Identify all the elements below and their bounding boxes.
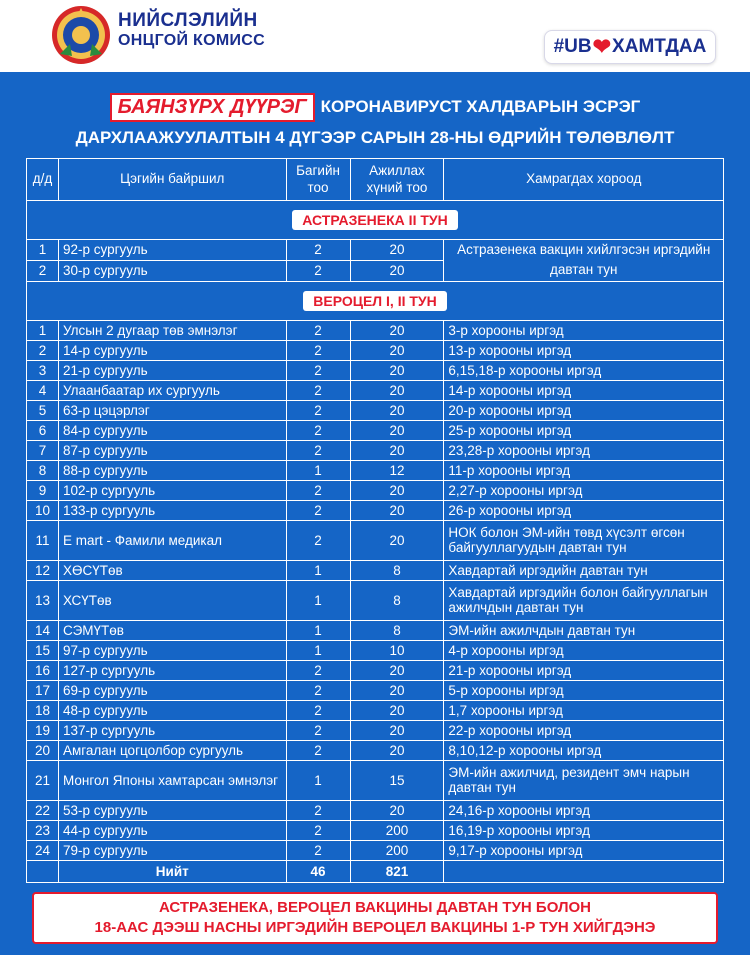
row-target: 11-р хорооны иргэд (444, 460, 724, 480)
row-target: 6,15,18-р хорооны иргэд (444, 360, 724, 380)
row-target: 24,16-р хорооны иргэд (444, 800, 724, 820)
row-location: 137-р сургууль (58, 720, 286, 740)
row-location: 133-р сургууль (58, 500, 286, 520)
row-location: E mart - Фамили медикал (58, 520, 286, 560)
table-row (27, 820, 724, 840)
row-teams: 1 (286, 620, 350, 640)
row-index: 11 (27, 520, 59, 560)
title-line2: ДАРХЛААЖУУЛАЛТЫН 4 ДҮГЭЭР САРЫН 28-НЫ ӨДРИЙН ТӨЛӨВЛӨЛТ (75, 128, 675, 147)
row-staff: 20 (350, 700, 444, 720)
row-location: 92-р сургууль (58, 240, 286, 261)
tag-suffix: ХАМТДАА (612, 36, 707, 57)
row-location: Улсын 2 дугаар төв эмнэлэг (58, 320, 286, 340)
ub-hashtag (544, 30, 716, 64)
table-row (27, 320, 724, 340)
row-index: 2 (27, 260, 59, 281)
section-cell (27, 281, 724, 320)
row-staff: 20 (350, 360, 444, 380)
row-target: 4-р хорооны иргэд (444, 640, 724, 660)
row-teams: 2 (286, 420, 350, 440)
table-row (27, 700, 724, 720)
row-index: 13 (27, 580, 59, 620)
row-location: 21-р сургууль (58, 360, 286, 380)
row-index: 5 (27, 400, 59, 420)
row-location: 14-р сургууль (58, 340, 286, 360)
table-row (27, 740, 724, 760)
table-row (27, 500, 724, 520)
row-staff: 12 (350, 460, 444, 480)
row-teams: 2 (286, 840, 350, 860)
row-teams: 2 (286, 680, 350, 700)
org-line2: ОНЦГОЙ КОМИСС (118, 31, 265, 49)
row-location: 69-р сургууль (58, 680, 286, 700)
row-teams: 2 (286, 720, 350, 740)
row-index: 8 (27, 460, 59, 480)
row-teams: 1 (286, 580, 350, 620)
row-target: 22-р хорооны иргэд (444, 720, 724, 740)
table-row (27, 680, 724, 700)
row-staff: 20 (350, 660, 444, 680)
section-row (27, 201, 724, 240)
total-row (27, 860, 724, 882)
row-teams: 2 (286, 380, 350, 400)
row-index: 20 (27, 740, 59, 760)
row-location: Улаанбаатар их сургууль (58, 380, 286, 400)
row-staff: 20 (350, 500, 444, 520)
row-teams: 2 (286, 360, 350, 380)
row-target: НОК болон ЭМ-ийн төвд хүсэлт өгсөн байгууллагуудын давтан тун (444, 520, 724, 560)
table-row (27, 520, 724, 560)
row-staff: 200 (350, 820, 444, 840)
row-index: 9 (27, 480, 59, 500)
row-target: 23,28-р хорооны иргэд (444, 440, 724, 460)
row-staff: 15 (350, 760, 444, 800)
table-row (27, 760, 724, 800)
row-teams: 2 (286, 740, 350, 760)
row-index: 24 (27, 840, 59, 860)
table-row (27, 240, 724, 261)
row-teams: 2 (286, 400, 350, 420)
row-teams: 2 (286, 240, 350, 261)
row-staff: 20 (350, 320, 444, 340)
row-location: 79-р сургууль (58, 840, 286, 860)
table-row (27, 660, 724, 680)
row-index: 16 (27, 660, 59, 680)
banner-line1: АСТРАЗЕНЕКА, ВЕРОЦЕЛ ВАКЦИНЫ ДАВТАН ТУН БОЛОН (158, 898, 592, 916)
row-location: 97-р сургууль (58, 640, 286, 660)
table-row (27, 720, 724, 740)
row-target: 16,19-р хорооны иргэд (444, 820, 724, 840)
row-location: 102-р сургууль (58, 480, 286, 500)
row-teams: 2 (286, 500, 350, 520)
header (0, 0, 750, 72)
row-location: Монгол Японы хамтарсан эмнэлэг (58, 760, 286, 800)
total-staff: 821 (350, 860, 444, 882)
row-target: 9,17-р хорооны иргэд (444, 840, 724, 860)
row-teams: 1 (286, 760, 350, 800)
row-location: 84-р сургууль (58, 420, 286, 440)
banner-line2: 18-ААС ДЭЭШ НАСНЫ ИРГЭДИЙН ВЕРОЦЕЛ ВАКЦИНЫ 1-Р ТУН ХИЙГДЭНЭ (94, 919, 656, 936)
row-index: 15 (27, 640, 59, 660)
total-teams: 46 (286, 860, 350, 882)
row-teams: 2 (286, 440, 350, 460)
row-index: 10 (27, 500, 59, 520)
org-name (118, 10, 265, 50)
row-target: 21-р хорооны иргэд (444, 660, 724, 680)
row-teams: 2 (286, 700, 350, 720)
row-staff: 8 (350, 560, 444, 580)
row-target: ЭМ-ийн ажилчдын давтан тун (444, 620, 724, 640)
row-teams: 2 (286, 520, 350, 560)
row-target: Хавдартай иргэдийн болон байгууллагын ажилчдын давтан тун (444, 580, 724, 620)
row-teams: 2 (286, 660, 350, 680)
row-target: 13-р хорооны иргэд (444, 340, 724, 360)
row-staff: 20 (350, 520, 444, 560)
total-target-cell (444, 860, 724, 882)
row-location: 127-р сургууль (58, 660, 286, 680)
table-row (27, 340, 724, 360)
row-target: 14-р хорооны иргэд (444, 380, 724, 400)
schedule-table (26, 158, 724, 883)
row-location: ХӨСҮТөв (58, 560, 286, 580)
section-title: АСТРАЗЕНЕКА II ТУН (292, 210, 457, 230)
row-staff: 20 (350, 740, 444, 760)
header-teams: Багийн тоо (286, 159, 350, 201)
header-staff: Ажиллах хүний тоо (350, 159, 444, 201)
table-row (27, 360, 724, 380)
row-target: 5-р хорооны иргэд (444, 680, 724, 700)
row-target: 26-р хорооны иргэд (444, 500, 724, 520)
header-target: Хамрагдах хороод (444, 159, 724, 201)
row-index: 7 (27, 440, 59, 460)
row-index: 17 (27, 680, 59, 700)
table-row (27, 640, 724, 660)
row-location: 30-р сургууль (58, 260, 286, 281)
page-title (0, 92, 750, 148)
row-teams: 2 (286, 320, 350, 340)
section-row (27, 281, 724, 320)
row-staff: 20 (350, 720, 444, 740)
table-row (27, 420, 724, 440)
row-index: 22 (27, 800, 59, 820)
row-staff: 200 (350, 840, 444, 860)
row-staff: 20 (350, 800, 444, 820)
total-index-cell (27, 860, 59, 882)
table-row (27, 560, 724, 580)
district-badge: БАЯНЗҮРХ ДҮҮРЭГ (110, 93, 315, 122)
title-line1: КОРОНАВИРУСТ ХАЛДВАРЫН ЭСРЭГ (320, 97, 641, 116)
row-teams: 2 (286, 480, 350, 500)
row-staff: 20 (350, 400, 444, 420)
row-location: СЭМҮТөв (58, 620, 286, 640)
row-teams: 2 (286, 800, 350, 820)
row-teams: 2 (286, 820, 350, 840)
table-row (27, 840, 724, 860)
heart-icon: ❤ (592, 34, 612, 59)
row-location: 48-р сургууль (58, 700, 286, 720)
table-row (27, 400, 724, 420)
mongolia-emblem-icon (50, 4, 112, 66)
row-target: 2,27-р хорооны иргэд (444, 480, 724, 500)
row-staff: 20 (350, 260, 444, 281)
row-teams: 1 (286, 640, 350, 660)
row-staff: 8 (350, 620, 444, 640)
row-location: 88-р сургууль (58, 460, 286, 480)
table-row (27, 480, 724, 500)
row-index: 1 (27, 320, 59, 340)
row-staff: 20 (350, 340, 444, 360)
row-target: 20-р хорооны иргэд (444, 400, 724, 420)
header-location: Цэгийн байршил (58, 159, 286, 201)
row-staff: 20 (350, 380, 444, 400)
row-index: 3 (27, 360, 59, 380)
row-staff: 20 (350, 440, 444, 460)
row-teams: 2 (286, 340, 350, 360)
row-location: 53-р сургууль (58, 800, 286, 820)
row-teams: 1 (286, 560, 350, 580)
row-index: 4 (27, 380, 59, 400)
row-location: 44-р сургууль (58, 820, 286, 840)
row-index: 2 (27, 340, 59, 360)
row-index: 14 (27, 620, 59, 640)
tag-prefix: #UB (553, 36, 592, 57)
row-index: 21 (27, 760, 59, 800)
row-staff: 20 (350, 240, 444, 261)
row-index: 1 (27, 240, 59, 261)
row-index: 18 (27, 700, 59, 720)
table-row (27, 800, 724, 820)
row-staff: 8 (350, 580, 444, 620)
row-target: 25-р хорооны иргэд (444, 420, 724, 440)
total-label: Нийт (58, 860, 286, 882)
row-index: 12 (27, 560, 59, 580)
section-cell (27, 201, 724, 240)
row-teams: 1 (286, 460, 350, 480)
row-staff: 20 (350, 480, 444, 500)
table-row (27, 580, 724, 620)
row-staff: 20 (350, 420, 444, 440)
row-index: 23 (27, 820, 59, 840)
row-target: ЭМ-ийн ажилчид, резидент эмч нарын давтан тун (444, 760, 724, 800)
row-location: ХСҮТөв (58, 580, 286, 620)
table-row (27, 440, 724, 460)
row-target: 8,10,12-р хорооны иргэд (444, 740, 724, 760)
table-row (27, 460, 724, 480)
row-index: 6 (27, 420, 59, 440)
row-teams: 2 (286, 260, 350, 281)
row-target: 1,7 хорооны иргэд (444, 700, 724, 720)
header-index: д/д (27, 159, 59, 201)
section-title: ВЕРОЦЕЛ I, II ТУН (303, 291, 446, 311)
table-row (27, 380, 724, 400)
row-staff: 20 (350, 680, 444, 700)
row-location: 63-р цэцэрлэг (58, 400, 286, 420)
row-location: Амгалан цогцолбор сургууль (58, 740, 286, 760)
row-index: 19 (27, 720, 59, 740)
row-target: 3-р хорооны иргэд (444, 320, 724, 340)
row-staff: 10 (350, 640, 444, 660)
row-target: Хавдартай иргэдийн давтан тун (444, 560, 724, 580)
org-line1: НИЙСЛЭЛИЙН (118, 10, 258, 31)
table-row (27, 620, 724, 640)
row-location: 87-р сургууль (58, 440, 286, 460)
footer-banner (32, 892, 718, 944)
row-target: Астразенека вакцин хийлгэсэн иргэдийн давтан тун (444, 240, 724, 282)
